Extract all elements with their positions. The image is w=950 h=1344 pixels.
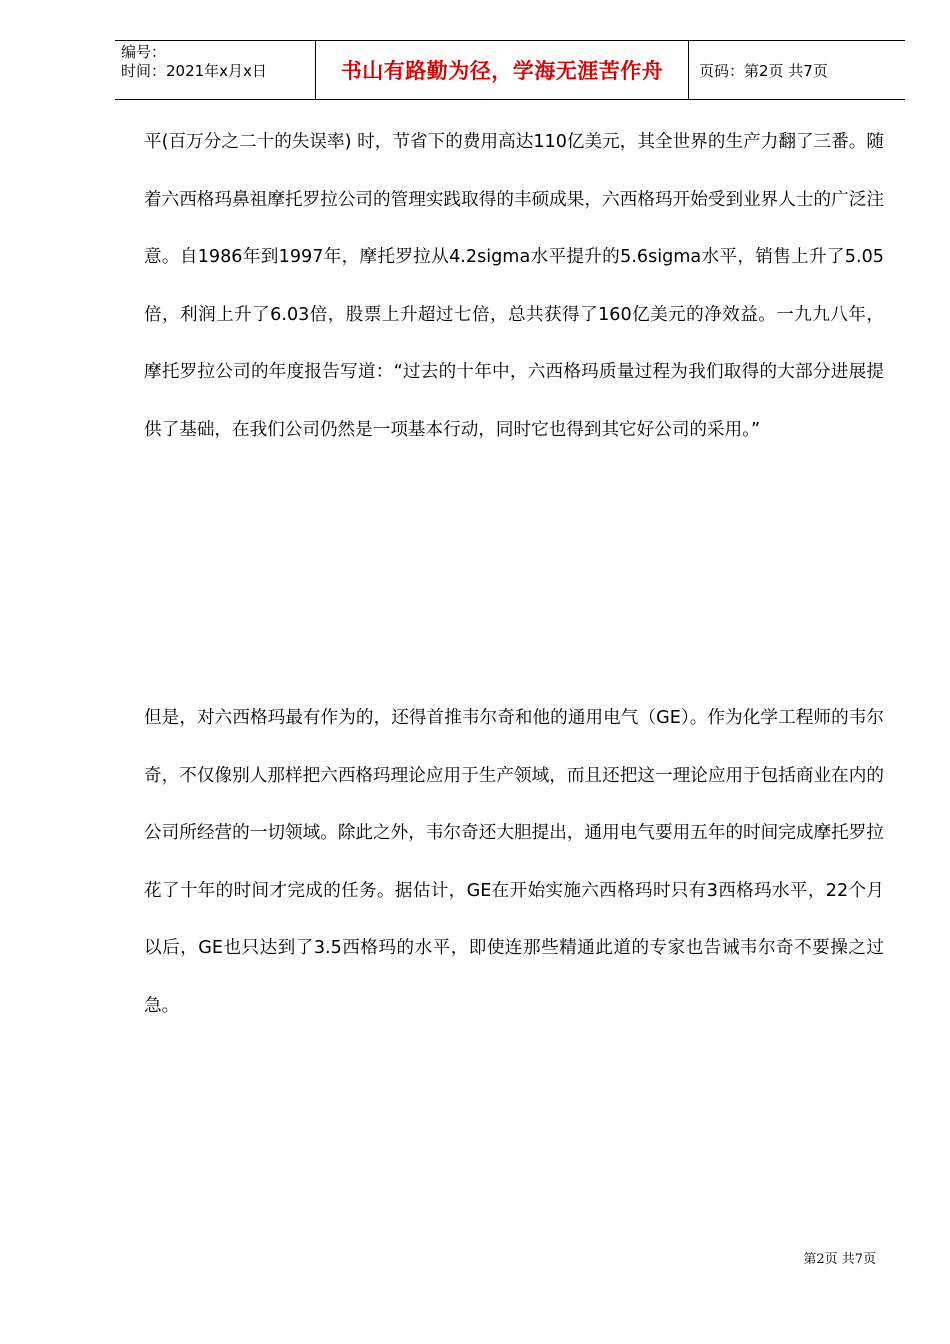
body-paragraph-1: 平(百万分之二十的失误率) 时，节省下的费用高达110亿美元，其全世界的生产力翻了三番。随着六西格玛鼻祖摩托罗拉公司的管理实践取得的丰硕成果，六西格玛开始受到业界人士的广泛注意。自1986年到1997年，摩托罗拉从4.2sigma水平提升的5.6sigma水平，销售上升了5.05倍，利润上升了6.03倍，股票上升超过七倍，总共获得了160亿美元的净效益。一九九八年，摩托罗拉公司的年度报告写道：“过去的十年中，六西格玛质量过程为我们取得的大部分进展提供了基础，在我们公司仍然是一项基本行动，同时它也得到其它好公司的采用。” (144, 132, 884, 440)
body-paragraph-2: 但是，对六西格玛最有作为的，还得首推韦尔奇和他的通用电气（GE）。作为化学工程师的韦尔奇，不仅像别人那样把六西格玛理论应用于生产领域，而且还把这一理论应用于包括商业在内的公司所经营的一切领域。除此之外，韦尔奇还大胆提出，通用电气要用五年的时间完成摩托罗拉花了十年的时间才完成的任务。据估计，GE在开始实施六西格玛时只有3西格玛水平，22个月以后，GE也只达到了3.5西格玛的水平，即使连那些精通此道的专家也告诫韦尔奇不要操之过急。 (144, 708, 884, 1016)
document-time-label: 时间：2021年x月x日 (121, 62, 267, 80)
header-page-number: 页码：第2页 共7页 (699, 61, 828, 80)
page-footer: 第2页 共7页 (803, 1252, 876, 1267)
document-number-label: 编号： (121, 43, 167, 61)
header-meta (121, 43, 267, 81)
header-motto: 书山有路勤为径，学海无涯苦作舟 (315, 41, 689, 99)
page-header (115, 40, 905, 100)
